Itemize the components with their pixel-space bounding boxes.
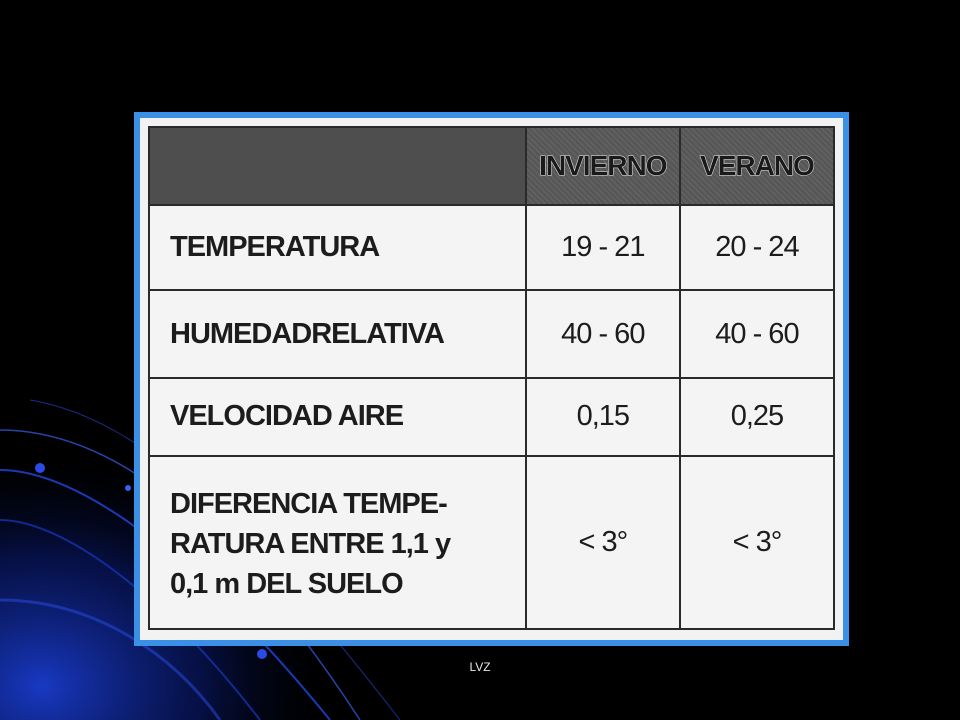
- cell-invierno: < 3°: [526, 456, 680, 629]
- table-row: [149, 456, 834, 629]
- cell-verano: 20 - 24: [680, 205, 834, 290]
- label-line: DIFERENCIA TEMPE-: [170, 487, 447, 520]
- header-cell-verano: VERANO: [680, 127, 834, 205]
- row-label-velocidad: VELOCIDAD AIRE: [149, 378, 526, 456]
- table-row: [149, 205, 834, 290]
- cell-invierno: 0,15: [526, 378, 680, 456]
- swoosh-dot: [125, 485, 131, 491]
- cell-verano: 40 - 60: [680, 290, 834, 378]
- cell-invierno: 40 - 60: [526, 290, 680, 378]
- header-cell-empty: [149, 127, 526, 205]
- swoosh-dot: [257, 649, 267, 659]
- row-label-humedad: HUMEDADRELATIVA: [149, 290, 526, 378]
- swoosh-dot: [35, 463, 45, 473]
- row-label-diferencia: [149, 456, 526, 629]
- cell-verano: < 3°: [680, 456, 834, 629]
- header-cell-invierno: INVIERNO: [526, 127, 680, 205]
- comfort-conditions-table: [148, 126, 835, 630]
- scanned-table-image: [140, 118, 843, 640]
- table-header-row: [149, 127, 834, 205]
- label-line: RATURA ENTRE 1,1 y: [170, 527, 451, 560]
- row-label-temperatura: TEMPERATURA: [149, 205, 526, 290]
- label-line: 0,1 m DEL SUELO: [170, 567, 403, 600]
- footer-text: LVZ: [469, 660, 491, 674]
- table-row: [149, 290, 834, 378]
- table-image-frame: [134, 112, 849, 646]
- cell-invierno: 19 - 21: [526, 205, 680, 290]
- table-row: [149, 378, 834, 456]
- cell-verano: 0,25: [680, 378, 834, 456]
